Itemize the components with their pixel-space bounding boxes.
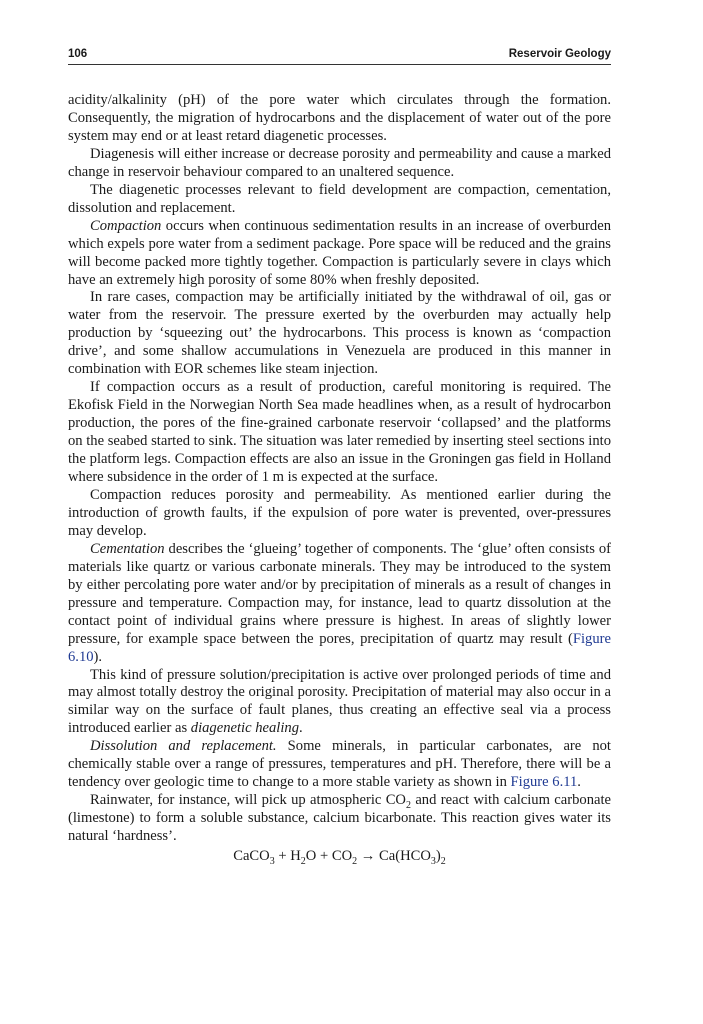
term-dissolution-replacement: Dissolution and replacement. <box>90 738 277 755</box>
paragraph: This kind of pressure solution/precipitation is active over prolonged periods of time and may almost totally destroy the original porosity. Precipitation of material may also occur in a similar way on the surface of fault planes, thus creating an effective seal via a process introduced earlier as diagenetic healing. <box>68 666 611 737</box>
paragraph: Compaction reduces porosity and permeability. As mentioned earlier during the introduction of growth faults, if the expulsion of pore water is prevented, over-pressures may develop. <box>68 486 611 539</box>
term-compaction: Compaction <box>90 217 162 234</box>
paragraph: Dissolution and replacement. Some minerals, in particular carbonates, are not chemically stable over a range of pressures, temperatures and pH. Therefore, there will be a tendency over geologic time to change to a more stable variety as shown in Figure 6.11. <box>68 738 611 791</box>
term-diagenetic-healing: diagenetic healing <box>190 720 299 737</box>
paragraph: If compaction occurs as a result of production, careful monitoring is required. The Ekofisk Field in the Norwegian North Sea made headlines when, as a result of hydrocarbon production, the pores of the fine-grained carbonate reservoir ‘collapsed’ and the platforms on the seabed started to sink. The situation was later remedied by inserting steel sections into the platform legs. Compaction effects are also an issue in the Groningen gas field in Holland where subsidence in the order of 1 m is expected at the surface. <box>68 379 611 486</box>
paragraph: Cementation describes the ‘glueing’ together of components. The ‘glue’ often consists of materials like quartz or various carbonate minerals. They may be introduced to the system by either percolating pore water and/or by precipitation of minerals as a result of changes in pressure and temperature. Compaction may, for instance, lead to quartz dissolution at the contact point of individual grains where pressure is highest. In areas of slightly lower pressure, for example space between the pores, precipitation of quartz may result (Figure 6.10). <box>68 540 611 665</box>
paragraph: Rainwater, for instance, will pick up atmospheric $CO_2$ and react with calcium carbonate (limestone) to form a soluble substance, calcium bicarbonate. This reaction gives water its natural ‘hardness’. <box>68 792 611 845</box>
chemical-equation: CaCO$_3$ + $H_2O + CO_2 \to Ca(HCO_3)_2$ <box>233 848 446 867</box>
paragraph: The diagenetic processes relevant to field development are compaction, cementation, dissolution and replacement. <box>68 181 611 216</box>
paragraph: Diagenesis will either increase or decrease porosity and permeability and cause a marked change in reservoir behaviour compared to an unaltered sequence. <box>68 145 611 180</box>
term-cementation: Cementation <box>90 540 165 557</box>
figure-link-6-10[interactable]: Figure 6.10 <box>68 630 611 665</box>
figure-link-6-11[interactable]: Figure 6.11 <box>510 774 578 791</box>
body-text <box>68 92 611 866</box>
paragraph: In rare cases, compaction may be artificially initiated by the withdrawal of oil, gas or water from the reservoir. The pressure exerted by the overburden may actually help production by ‘squeezing out’ the hydrocarbons. This process is known as ‘compaction drive’, and some shallow accumulations in Venezuela are produced in this manner in combination with EOR schemes like steam injection. <box>68 289 611 378</box>
running-title: Reservoir Geology <box>508 48 611 60</box>
page-number: 106 <box>68 48 88 60</box>
running-header <box>68 46 611 65</box>
paragraph: acidity/alkalinity (pH) of the pore water which circulates through the formation. Consequently, the migration of hydrocarbons and the displacement of water out of the pore system may end or at least retard diagenetic processes. <box>68 92 611 144</box>
paragraph: Compaction occurs when continuous sedimentation results in an increase of overburden which expels pore water from a sediment package. Pore space will be reduced and the grains will become packed more tightly together. Compaction is particularly severe in clays which have an extremely high porosity of some 80% when freshly deposited. <box>68 217 611 288</box>
